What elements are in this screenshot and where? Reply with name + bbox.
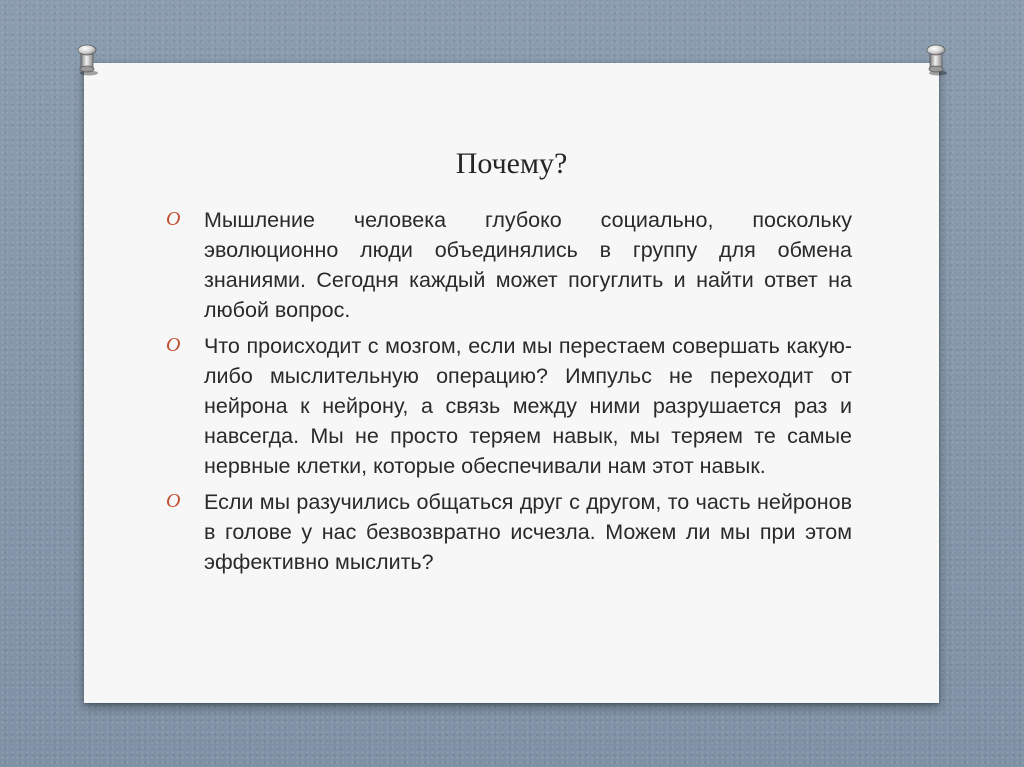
bullet-marker-icon: O xyxy=(166,334,181,356)
bullet-marker-icon: O xyxy=(166,490,181,512)
slide-title: Почему? xyxy=(455,147,568,180)
pushpin-icon xyxy=(923,42,949,76)
bullet-marker-icon: O xyxy=(166,208,181,230)
bullet-item xyxy=(166,205,852,325)
bullet-item xyxy=(166,331,852,481)
bullet-text: Мышление человека глубоко социально, поскольку эволюционно люди объединялись в группу для обмена знаниями. Сегодня каждый может погуглить и найти ответ на любой вопрос. xyxy=(204,208,852,322)
pushpin-icon xyxy=(74,42,100,76)
bullet-list xyxy=(166,205,852,583)
bullet-item xyxy=(166,487,852,577)
bullet-text: Что происходит с мозгом, если мы перестаем совершать какую-либо мыслительную операцию? Импульс не переходит от нейрона к нейрону, а связь между ними разрушается раз и навсегда. Мы не просто теряем навык, мы теряем те самые нервные клетки, которые обеспечивали нам этот навык. xyxy=(204,334,852,478)
bullet-text: Если мы разучились общаться друг с другом, то часть нейронов в голове у нас безвозвратно исчезла. Можем ли мы при этом эффективно мыслить? xyxy=(204,490,852,574)
slide-card xyxy=(84,63,939,703)
